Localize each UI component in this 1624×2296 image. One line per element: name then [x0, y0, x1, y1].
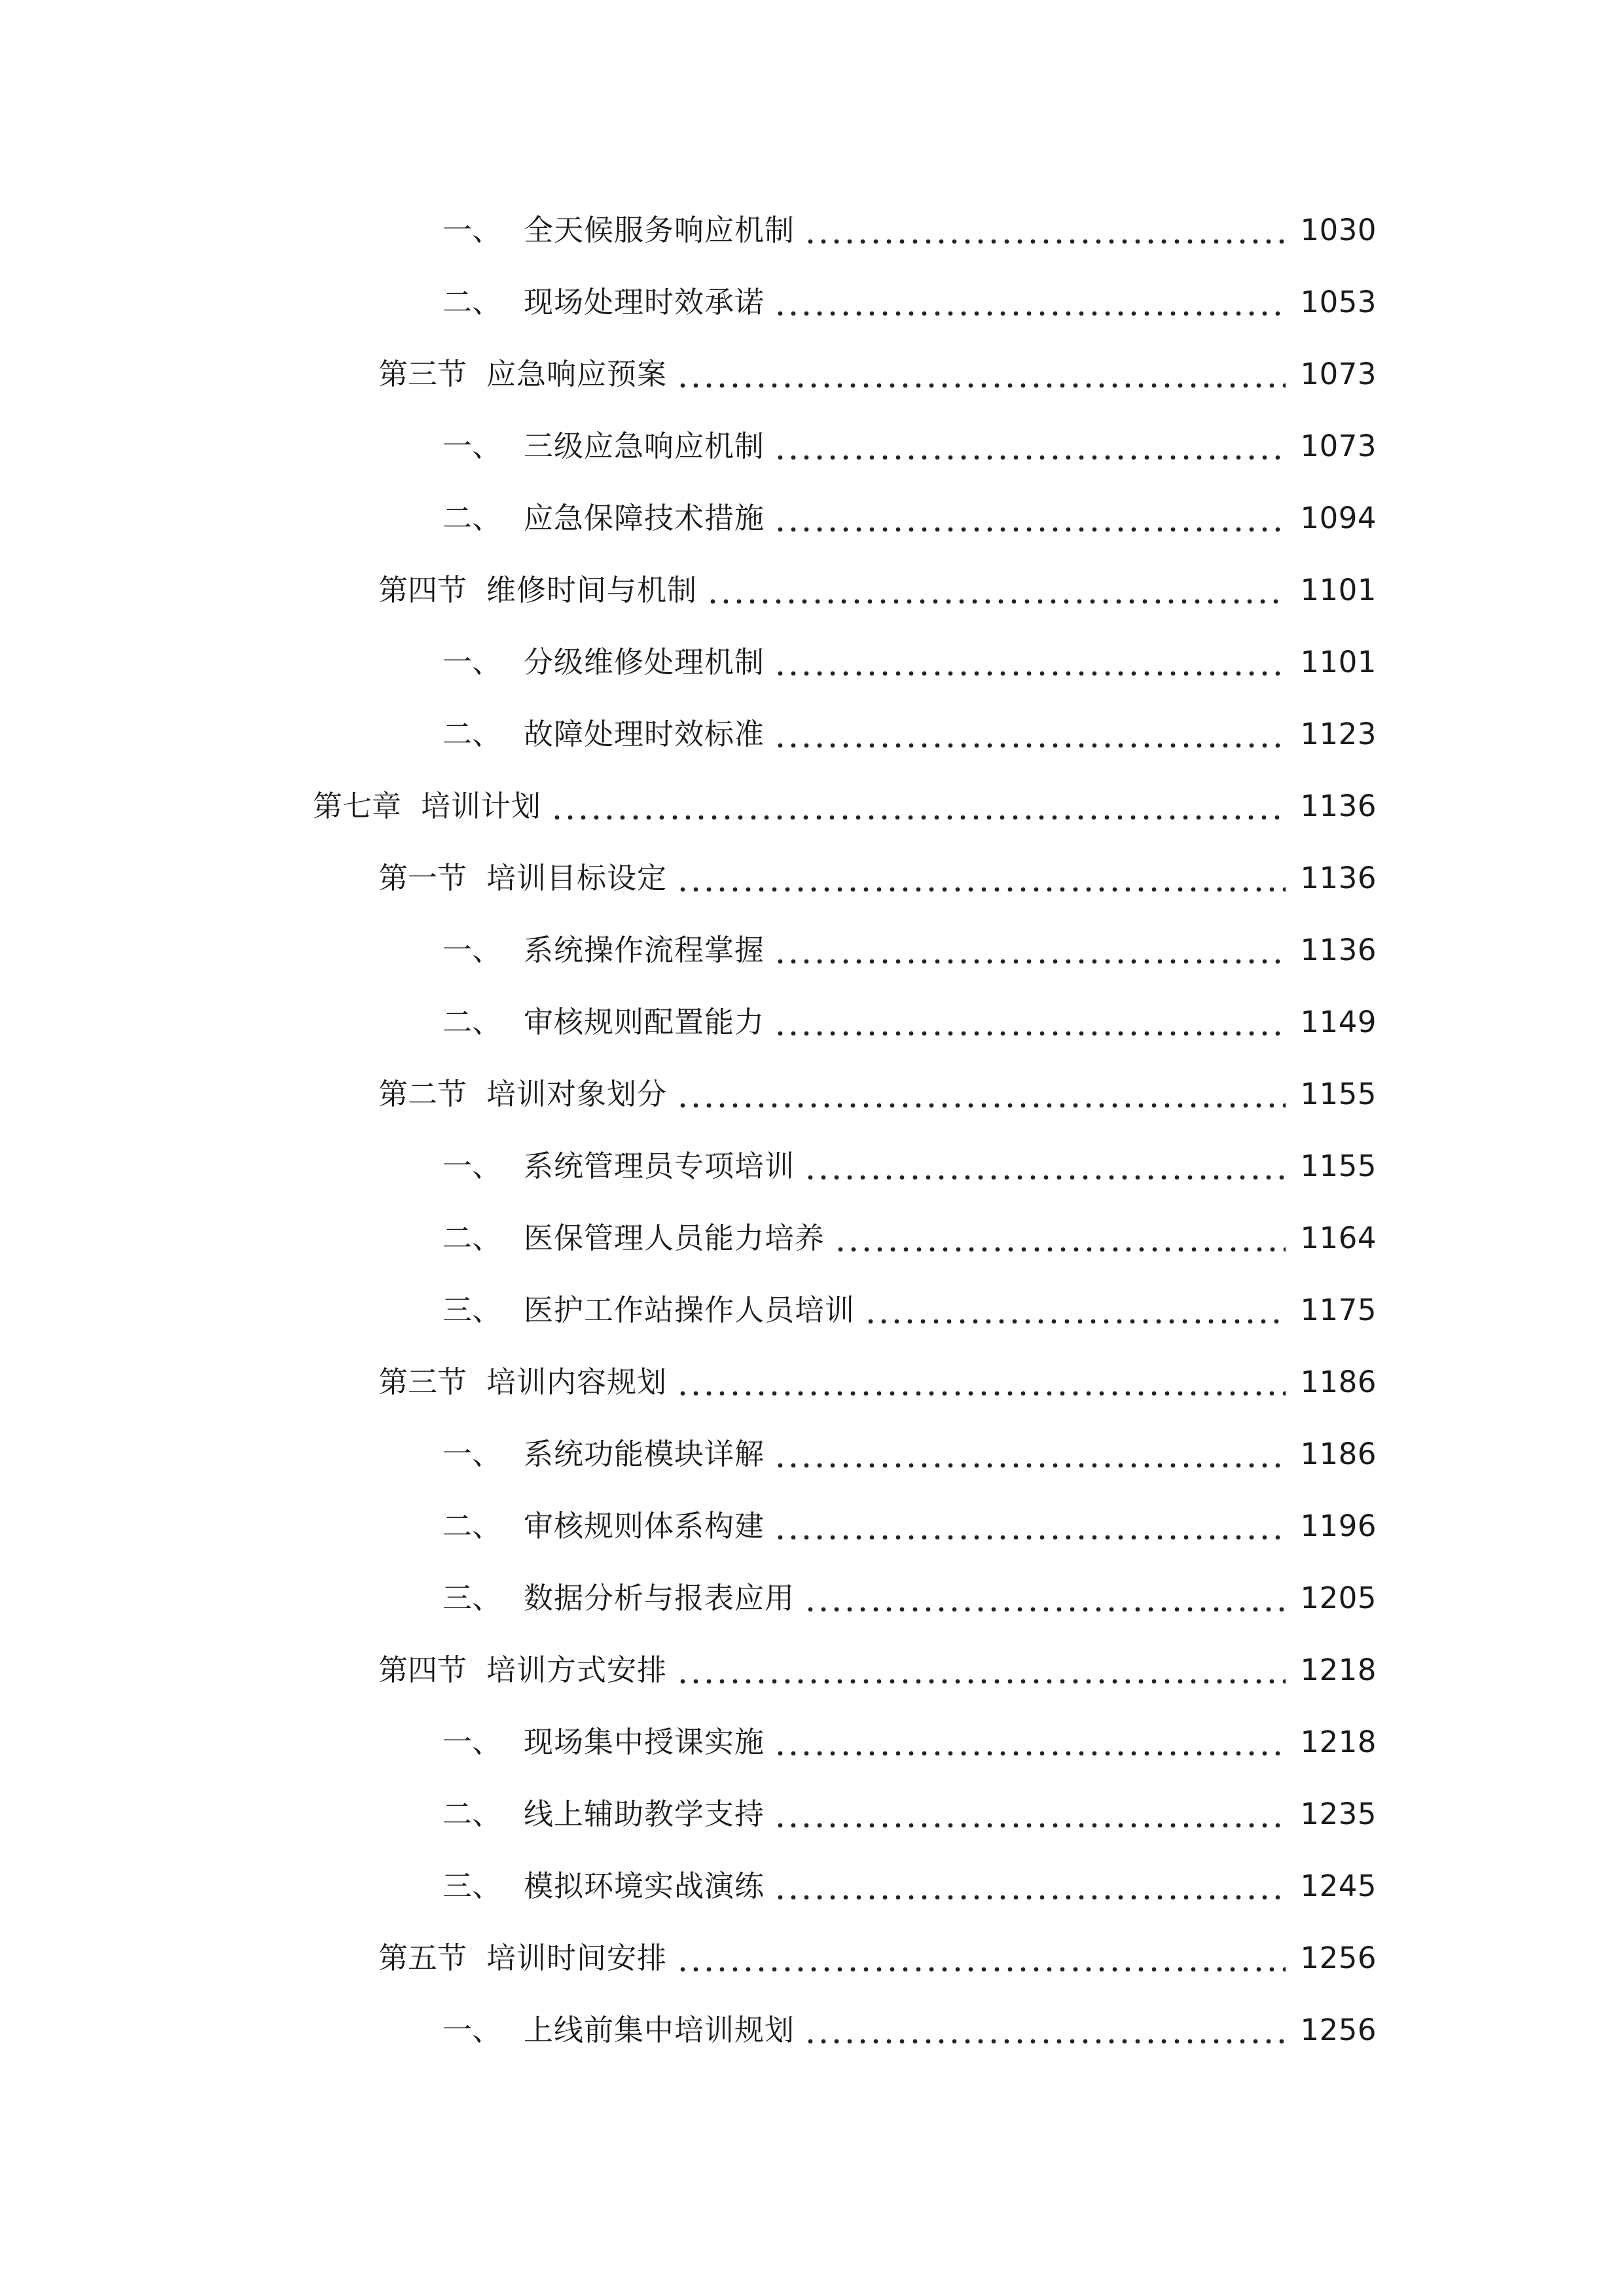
toc-entry-page-number: 1136 — [1300, 932, 1377, 967]
toc-entry-title: 模拟环境实战演练 — [524, 1868, 765, 1903]
toc-entry-title: 系统操作流程掌握 — [524, 932, 765, 967]
toc-entry-title: 线上辅助教学支持 — [524, 1796, 765, 1831]
toc-entry-title: 系统功能模块详解 — [524, 1436, 765, 1471]
toc-dot-leader — [774, 1439, 1286, 1469]
toc-entry-number: 二、 — [442, 1508, 502, 1543]
toc-entry-title: 培训时间安排 — [486, 1940, 668, 1975]
toc-dot-leader — [864, 1295, 1286, 1325]
toc-dot-leader — [676, 863, 1286, 893]
toc-entry-number: 第四节 — [378, 1652, 467, 1687]
toc-entry-number: 一、 — [442, 428, 502, 463]
toc-entry-number: 一、 — [442, 212, 502, 247]
toc-subsection-entry[interactable] — [0, 1994, 1624, 2066]
toc-dot-leader — [804, 2015, 1286, 2045]
toc-entry-page-number: 1164 — [1300, 1220, 1377, 1255]
toc-dot-leader — [676, 1655, 1286, 1685]
toc-entry-page-number: 1136 — [1300, 860, 1377, 895]
toc-entry-title: 数据分析与报表应用 — [524, 1580, 795, 1615]
toc-subsection-entry[interactable] — [0, 1202, 1624, 1274]
toc-entry-page-number: 1155 — [1300, 1076, 1377, 1111]
toc-entry-title: 医护工作站操作人员培训 — [524, 1292, 856, 1327]
toc-entry-title: 现场处理时效承诺 — [524, 284, 765, 319]
toc-section-entry[interactable] — [0, 554, 1624, 626]
toc-entry-page-number: 1256 — [1300, 2012, 1377, 2047]
toc-entry-page-number: 1196 — [1300, 1508, 1377, 1543]
toc-entry-page-number: 1149 — [1300, 1004, 1377, 1039]
toc-entry-page-number: 1235 — [1300, 1796, 1377, 1831]
toc-dot-leader — [676, 1943, 1286, 1973]
toc-subsection-entry[interactable] — [0, 1130, 1624, 1202]
toc-subsection-entry[interactable] — [0, 194, 1624, 266]
toc-dot-leader — [774, 1511, 1286, 1541]
toc-subsection-entry[interactable] — [0, 1778, 1624, 1850]
toc-entry-page-number: 1175 — [1300, 1292, 1377, 1327]
toc-entry-page-number: 1053 — [1300, 284, 1377, 319]
toc-entry-title: 培训目标设定 — [486, 860, 668, 895]
toc-entry-page-number: 1101 — [1300, 572, 1377, 607]
toc-entry-number: 第一节 — [378, 860, 467, 895]
toc-dot-leader — [804, 1583, 1286, 1613]
toc-entry-number: 一、 — [442, 2012, 502, 2047]
toc-subsection-entry[interactable] — [0, 482, 1624, 554]
toc-entry-title: 系统管理员专项培训 — [524, 1148, 795, 1183]
toc-entry-number: 二、 — [442, 1796, 502, 1831]
toc-entry-number: 三、 — [442, 1868, 502, 1903]
toc-dot-leader — [804, 1151, 1286, 1181]
toc-entry-title: 三级应急响应机制 — [524, 428, 765, 463]
toc-entry-title: 培训内容规划 — [486, 1364, 668, 1399]
toc-entry-title: 上线前集中培训规划 — [524, 2012, 795, 2047]
toc-entry-page-number: 1155 — [1300, 1148, 1377, 1183]
toc-entry-number: 一、 — [442, 932, 502, 967]
toc-dot-leader — [774, 647, 1286, 677]
toc-entry-page-number: 1094 — [1300, 500, 1377, 535]
toc-subsection-entry[interactable] — [0, 1562, 1624, 1634]
toc-entry-page-number: 1030 — [1300, 212, 1377, 247]
toc-section-entry[interactable] — [0, 1346, 1624, 1418]
toc-dot-leader — [774, 431, 1286, 461]
toc-entry-title: 应急保障技术措施 — [524, 500, 765, 535]
toc-section-entry[interactable] — [0, 338, 1624, 410]
toc-entry-number: 三、 — [442, 1580, 502, 1615]
toc-entry-title: 维修时间与机制 — [486, 572, 698, 607]
toc-entry-number: 二、 — [442, 500, 502, 535]
toc-entry-title: 培训方式安排 — [486, 1652, 668, 1687]
toc-section-entry[interactable] — [0, 1634, 1624, 1706]
toc-section-entry[interactable] — [0, 842, 1624, 914]
toc-entry-number: 三、 — [442, 1292, 502, 1327]
toc-entry-page-number: 1073 — [1300, 356, 1377, 391]
toc-entry-page-number: 1101 — [1300, 644, 1377, 679]
toc-dot-leader — [774, 1871, 1286, 1901]
toc-subsection-entry[interactable] — [0, 986, 1624, 1058]
toc-entry-number: 第七章 — [313, 788, 402, 823]
toc-entry-title: 故障处理时效标准 — [524, 716, 765, 751]
toc-entry-number: 一、 — [442, 644, 502, 679]
toc-entry-title: 现场集中授课实施 — [524, 1724, 765, 1759]
toc-entry-title: 应急响应预案 — [486, 356, 668, 391]
toc-subsection-entry[interactable] — [0, 626, 1624, 698]
toc-entry-title: 分级维修处理机制 — [524, 644, 765, 679]
toc-entry-number: 第四节 — [378, 572, 467, 607]
toc-entry-page-number: 1123 — [1300, 716, 1377, 751]
toc-entry-title: 培训对象划分 — [486, 1076, 668, 1111]
toc-entry-number: 第三节 — [378, 356, 467, 391]
toc-subsection-entry[interactable] — [0, 1490, 1624, 1562]
toc-entry-title: 审核规则配置能力 — [524, 1004, 765, 1039]
toc-subsection-entry[interactable] — [0, 914, 1624, 986]
toc-entry-page-number: 1218 — [1300, 1724, 1377, 1759]
toc-entry-number: 第三节 — [378, 1364, 467, 1399]
toc-dot-leader — [774, 1727, 1286, 1757]
toc-dot-leader — [676, 1367, 1286, 1397]
toc-entry-page-number: 1205 — [1300, 1580, 1377, 1615]
toc-entry-page-number: 1256 — [1300, 1940, 1377, 1975]
toc-subsection-entry[interactable] — [0, 1274, 1624, 1346]
toc-subsection-entry[interactable] — [0, 1418, 1624, 1490]
toc-entry-number: 二、 — [442, 284, 502, 319]
table-of-contents — [0, 194, 1624, 2066]
toc-dot-leader — [774, 719, 1286, 749]
toc-entry-number: 第五节 — [378, 1940, 467, 1975]
toc-subsection-entry[interactable] — [0, 1706, 1624, 1778]
toc-dot-leader — [774, 287, 1286, 317]
toc-dot-leader — [774, 503, 1286, 533]
toc-subsection-entry[interactable] — [0, 1850, 1624, 1922]
toc-subsection-entry[interactable] — [0, 266, 1624, 338]
toc-entry-page-number: 1136 — [1300, 788, 1377, 823]
toc-entry-page-number: 1073 — [1300, 428, 1377, 463]
toc-entry-page-number: 1186 — [1300, 1364, 1377, 1399]
toc-dot-leader — [774, 1007, 1286, 1037]
toc-entry-number: 第二节 — [378, 1076, 467, 1111]
toc-dot-leader — [676, 1079, 1286, 1109]
toc-entry-number: 二、 — [442, 1220, 502, 1255]
toc-entry-number: 一、 — [442, 1148, 502, 1183]
toc-dot-leader — [774, 935, 1286, 965]
toc-entry-title: 医保管理人员能力培养 — [524, 1220, 825, 1255]
toc-dot-leader — [550, 791, 1286, 821]
toc-entry-number: 二、 — [442, 1004, 502, 1039]
toc-entry-title: 全天候服务响应机制 — [524, 212, 795, 247]
toc-dot-leader — [706, 575, 1286, 605]
toc-subsection-entry[interactable] — [0, 410, 1624, 482]
toc-dot-leader — [834, 1223, 1286, 1253]
toc-section-entry[interactable] — [0, 1922, 1624, 1994]
toc-dot-leader — [774, 1799, 1286, 1829]
toc-dot-leader — [804, 215, 1286, 245]
toc-entry-title: 审核规则体系构建 — [524, 1508, 765, 1543]
toc-entry-number: 一、 — [442, 1724, 502, 1759]
toc-entry-page-number: 1218 — [1300, 1652, 1377, 1687]
toc-section-entry[interactable] — [0, 1058, 1624, 1130]
toc-entry-title: 培训计划 — [421, 788, 542, 823]
toc-chapter-entry[interactable] — [0, 770, 1624, 842]
toc-entry-number: 一、 — [442, 1436, 502, 1471]
toc-entry-page-number: 1245 — [1300, 1868, 1377, 1903]
toc-subsection-entry[interactable] — [0, 698, 1624, 770]
toc-entry-page-number: 1186 — [1300, 1436, 1377, 1471]
toc-dot-leader — [676, 359, 1286, 389]
toc-entry-number: 二、 — [442, 716, 502, 751]
